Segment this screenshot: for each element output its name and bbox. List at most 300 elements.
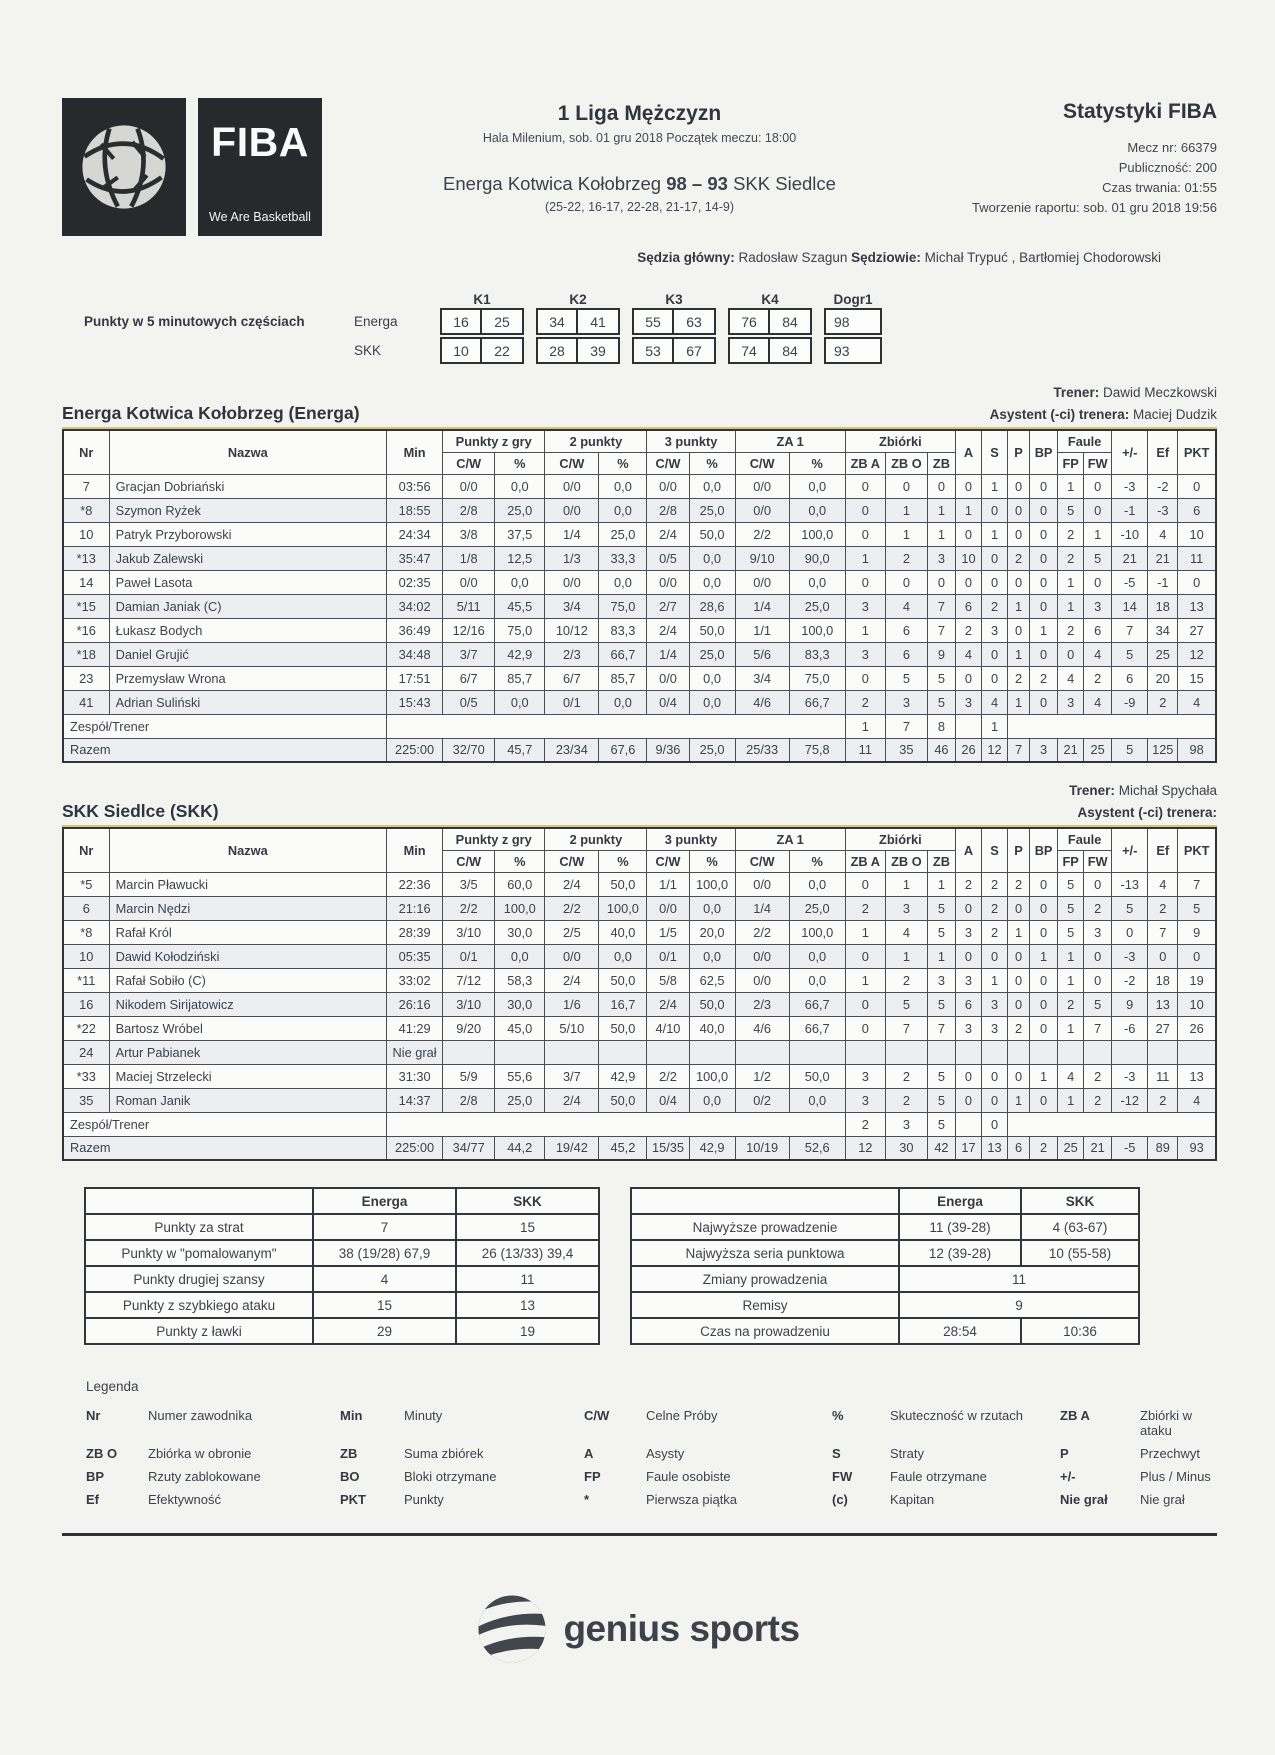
stat-cell: 0,0 (789, 498, 845, 522)
stat-cell: 3 (1030, 738, 1058, 762)
stat-cell: Łukasz Bodych (109, 618, 386, 642)
team-title: SKK Siedlce (SKK) (62, 801, 219, 821)
stat-cell: 0 (1112, 920, 1148, 944)
stat-cell: 0/0 (735, 968, 789, 992)
stat-cell: 3 (1084, 920, 1112, 944)
stat-cell: 50,0 (689, 992, 735, 1016)
stat-cell: 5/9 (443, 1064, 495, 1088)
col-ft: ZA 1 (735, 828, 845, 850)
stat-cell: 0/4 (647, 1088, 689, 1112)
player-row (63, 666, 1216, 690)
stat-cell: 28:39 (387, 920, 443, 944)
report-created: Tworzenie raportu: sob. 01 gru 2018 19:56 (972, 200, 1217, 215)
stat-cell: 0/0 (735, 944, 789, 968)
stat-cell: 25,0 (689, 738, 735, 762)
summary-span-value: 11 (899, 1266, 1139, 1292)
stat-cell: 4 (1084, 642, 1112, 666)
summary-value-energa: 4 (313, 1266, 456, 1292)
stat-cell: 90,0 (789, 546, 845, 570)
stat-cell: 27 (1178, 618, 1216, 642)
stat-cell: 42,9 (689, 1136, 735, 1160)
stat-cell: 0/0 (647, 570, 689, 594)
stat-cell: 0 (1030, 896, 1058, 920)
stat-cell: 0/2 (735, 1088, 789, 1112)
stat-cell: 225:00 (387, 1136, 443, 1160)
stat-cell: 2/4 (545, 872, 599, 896)
col-blk: BP (1030, 828, 1058, 872)
legend-term: Min (340, 1408, 363, 1423)
legend-definition: Faule otrzymane (890, 1469, 987, 1484)
stat-cell: 14:37 (387, 1088, 443, 1112)
legend-term: ZB (340, 1446, 358, 1461)
stat-cell: 11 (1148, 1064, 1178, 1088)
stat-cell: 0,0 (599, 944, 647, 968)
referee-name: Radosław Szagun (738, 250, 848, 265)
stat-cell: 0 (1008, 570, 1030, 594)
away-team-name: SKK Siedlce (733, 173, 836, 194)
stat-cell: 2 (1058, 992, 1084, 1016)
stat-cell: 100,0 (789, 522, 845, 546)
stat-cell: 1 (1058, 474, 1084, 498)
stat-cell: 0 (1084, 872, 1112, 896)
fiba-wordmark (198, 98, 322, 236)
stat-cell: Daniel Grujić (109, 642, 386, 666)
stat-cell: 4 (885, 920, 927, 944)
summary-header-row (85, 1188, 599, 1214)
stat-cell: 0 (1008, 896, 1030, 920)
stat-cell: 4/10 (647, 1016, 689, 1040)
summary-label: Zmiany prowadzenia (631, 1266, 899, 1292)
stat-cell: 0/0 (647, 474, 689, 498)
stat-cell: 1 (955, 498, 981, 522)
stat-cell: 12 (1178, 642, 1216, 666)
stat-cell: 0 (955, 944, 981, 968)
points-summary-table (84, 1187, 600, 1345)
stat-cell: 2 (885, 546, 927, 570)
stat-cell: 5 (927, 1112, 955, 1136)
stat-cell: 4 (1084, 690, 1112, 714)
stat-cell: Nie grał (387, 1040, 443, 1064)
stat-cell: 10 (63, 522, 109, 546)
stat-cell: 10 (955, 546, 981, 570)
period-column-label: K1 (473, 292, 491, 307)
legend-term: FP (584, 1469, 601, 1484)
stat-cell: 5 (927, 1064, 955, 1088)
stat-cell: 25 (1084, 738, 1112, 762)
stat-cell: *11 (63, 968, 109, 992)
stat-cell: 4 (1148, 872, 1178, 896)
stat-cell: 0 (982, 666, 1008, 690)
legend-term: BO (340, 1469, 360, 1484)
legend-definition: Punkty (404, 1492, 444, 1507)
stat-cell: -12 (1112, 1088, 1148, 1112)
stat-cell: 0,0 (689, 570, 735, 594)
stat-cell: 0 (982, 498, 1008, 522)
stat-cell: 0 (845, 666, 885, 690)
stat-cell: 5/6 (735, 642, 789, 666)
stat-cell: Paweł Lasota (109, 570, 386, 594)
coach-label: Trener: (1069, 783, 1115, 798)
stat-cell: 0,0 (495, 944, 545, 968)
stat-cell: 28,6 (689, 594, 735, 618)
stat-cell: 20,0 (689, 920, 735, 944)
summary-value-skk: 11 (456, 1266, 599, 1292)
stat-cell (735, 1040, 789, 1064)
stat-cell: 1 (1030, 944, 1058, 968)
stat-cell: Przemysław Wrona (109, 666, 386, 690)
stat-cell: 5 (1112, 642, 1148, 666)
stat-cell: 83,3 (599, 618, 647, 642)
stat-cell: 0/5 (647, 546, 689, 570)
stat-cell: 0 (1030, 594, 1058, 618)
stat-cell: Adrian Suliński (109, 690, 386, 714)
stat-cell (955, 714, 981, 738)
stat-cell: 0 (982, 1064, 1008, 1088)
player-row (63, 1016, 1216, 1040)
stat-cell: 100,0 (495, 896, 545, 920)
legend-definition: Zbiórka w obronie (148, 1446, 252, 1461)
stat-cell: 36:49 (387, 618, 443, 642)
stat-cell: 6 (955, 992, 981, 1016)
stat-cell: -3 (1112, 1064, 1148, 1088)
stat-cell: 0 (885, 474, 927, 498)
period-score-cell: 53 (632, 337, 674, 364)
player-row (63, 474, 1216, 498)
stat-cell: 4 (1148, 522, 1178, 546)
stat-cell: 3 (982, 618, 1008, 642)
stat-cell: 21 (1148, 546, 1178, 570)
stat-cell: 27 (1148, 1016, 1178, 1040)
stat-cell: 2 (1008, 1016, 1030, 1040)
summary-row (85, 1214, 599, 1240)
stat-cell: 2 (1030, 666, 1058, 690)
stat-cell: 1 (1030, 618, 1058, 642)
stat-cell: 33,3 (599, 546, 647, 570)
period-score-group (440, 308, 524, 335)
stat-cell: 17 (955, 1136, 981, 1160)
genius-sports-footer (0, 1592, 1275, 1666)
stat-cell: 0,0 (599, 570, 647, 594)
stat-cell: 4/6 (735, 690, 789, 714)
stat-cell: 6 (1178, 498, 1216, 522)
stat-cell: 0,0 (599, 474, 647, 498)
stat-cell: 85,7 (599, 666, 647, 690)
stat-cell: 2 (1030, 1136, 1058, 1160)
stat-cell: 1 (982, 968, 1008, 992)
col-pts: PKT (1178, 430, 1216, 474)
stat-cell: 50,0 (789, 1064, 845, 1088)
stat-cell: 1 (982, 522, 1008, 546)
player-row (63, 896, 1216, 920)
stat-cell: 1 (1008, 642, 1030, 666)
team-coach-row (63, 714, 1216, 738)
stat-cell: 13 (982, 1136, 1008, 1160)
stat-cell: 0 (927, 570, 955, 594)
stat-cell: 25 (1058, 1136, 1084, 1160)
stat-cell: 0 (845, 474, 885, 498)
stat-cell: 75,0 (495, 618, 545, 642)
box-score-table-skk: Nr Nazwa Min Punkty z gry 2 punkty 3 punkty ZA 1 Zbiórki A S P BP Faule +/- Ef PKT C/W % C/W % C/W % C/W % ZB A ZB O ZB FP FW *5 Marcin Pławucki 22:36 3/5 60,0 2/4 50,0 1/1 100,0 0/0 0,0 0 1 1 2 2 2 0 5 0 -13 4 7 6 Marcin Nędzi 21:16 2/2 100,0 2/2 100,0 0/0 0,0 1/4 25,0 2 3 5 0 2 0 0 5 2 5 2 5 *8 Rafał Król 28:39 3/10 30,0 2/5 40,0 1/5 20,0 2/2 100,0 1 4 5 3 2 1 0 5 3 0 7 9 10 Dawid Kołodziński 05:35 0/1 0,0 0/0 0,0 0/1 0,0 0/0 0,0 0 1 1 0 0 0 1 1 0 -3 0 0 *11 Rafał Sobiło (C) 33:02 7/12 58,3 2/4 50,0 5/8 62,5 0/0 0,0 1 2 3 3 1 0 0 1 0 -2 18 19 16 Nikodem Sirijatowicz 26:16 3/10 30,0 1/6 16,7 2/4 50,0 2/3 66,7 0 5 5 6 3 0 0 2 5 9 13 10 *22 Bartosz Wróbel 41:29 9/20 45,0 5/10 50,0 4/10 40,0 4/6 66,7 0 7 7 3 3 2 0 1 7 -6 27 26 24 Artur Pabianek Nie grał *33 Maciej Strzelecki 31:30 5/9 55,6 3/7 42,9 2/2 100,0 1/2 50,0 3 2 5 0 0 0 1 4 2 -3 11 13 35 Roman Janik 14:37 2/8 25,0 2/4 50,0 0/4 0,0 0/2 0,0 3 2 5 0 0 1 0 1 2 -12 2 4 Zespół/Trener 2 3 5 0 Razem 225:00 34/77 44,2 19/42 45,2 15/35 42,9 10/19 52,6 12 30 42 17 13 6 2 25 21 -5 89 93 (62, 827, 1217, 1161)
legend-grid (86, 1408, 1217, 1507)
fiba-tagline: We Are Basketball (209, 210, 311, 224)
stat-cell: Jakub Zalewski (109, 546, 386, 570)
officials-names: Michał Trypuć , Bartłomiej Chodorowski (924, 250, 1161, 265)
stat-cell: 2 (1084, 1088, 1112, 1112)
stat-cell: 2 (1008, 872, 1030, 896)
stat-cell: Bartosz Wróbel (109, 1016, 386, 1040)
summary-row (631, 1214, 1139, 1240)
stat-cell: 0 (1030, 992, 1058, 1016)
legend-definition: Celne Próby (646, 1408, 718, 1423)
stat-cell: 2 (845, 690, 885, 714)
col-name: Nazwa (109, 430, 386, 474)
stat-cell: 1 (1030, 1064, 1058, 1088)
fiba-logo (62, 98, 362, 236)
summary-value-energa: 7 (313, 1214, 456, 1240)
period-score-cell: 16 (440, 308, 482, 335)
period-column-label: K2 (569, 292, 587, 307)
period-score-group (440, 337, 524, 364)
col-3p: 3 punkty (647, 430, 735, 452)
stat-cell: 0 (1030, 1088, 1058, 1112)
stat-cell: 26:16 (387, 992, 443, 1016)
stat-cell: 0,0 (789, 968, 845, 992)
stat-cell: 0/0 (647, 666, 689, 690)
stat-cell: 4 (982, 690, 1008, 714)
stat-cell: 7 (885, 714, 927, 738)
stat-cell: 1 (885, 944, 927, 968)
stat-cell: 93 (1178, 1136, 1216, 1160)
stat-cell: 1 (1058, 1016, 1084, 1040)
stat-cell: 7 (927, 618, 955, 642)
stat-cell: 55,6 (495, 1064, 545, 1088)
stat-cell: 10/19 (735, 1136, 789, 1160)
corner-cell (85, 1188, 313, 1214)
stat-cell: 3/7 (443, 642, 495, 666)
stat-cell: 0 (1030, 642, 1058, 666)
period-header-row (62, 287, 1217, 307)
stat-cell: 1 (1058, 944, 1084, 968)
legend-term: BP (86, 1469, 105, 1484)
stat-cell: 0 (1058, 642, 1084, 666)
stat-cell: 7 (1148, 920, 1178, 944)
stat-cell: 2 (1148, 896, 1178, 920)
stat-cell: 35 (63, 1088, 109, 1112)
stat-cell: 2/4 (545, 968, 599, 992)
stat-cell: 2 (1058, 522, 1084, 546)
stat-cell: 2 (885, 1064, 927, 1088)
stat-cell: 25,0 (689, 642, 735, 666)
period-score-cell: 76 (728, 308, 770, 335)
stat-cell: -5 (1112, 1136, 1148, 1160)
stat-cell (789, 1040, 845, 1064)
summary-value-skk: 10 (55-58) (1021, 1240, 1139, 1266)
stat-cell: 9 (927, 642, 955, 666)
stat-cell: 3 (1084, 594, 1112, 618)
legend-term: ZB O (86, 1446, 118, 1461)
stat-cell: 1/4 (545, 522, 599, 546)
summary-label: Punkty drugiej szansy (85, 1266, 313, 1292)
stat-cell (885, 1040, 927, 1064)
stat-cell: 0,0 (689, 690, 735, 714)
stat-cell: Razem (63, 1136, 387, 1160)
stat-cell: 100,0 (689, 872, 735, 896)
stat-cell: 18 (1148, 594, 1178, 618)
col-eff: Ef (1148, 430, 1178, 474)
stat-cell: 2 (955, 872, 981, 896)
col-pts: PKT (1178, 828, 1216, 872)
stat-cell: 0/0 (443, 570, 495, 594)
stat-cell: 0,0 (789, 570, 845, 594)
period-score-row (62, 336, 1217, 365)
stat-cell: 83,3 (789, 642, 845, 666)
stat-cell: 50,0 (689, 618, 735, 642)
summary-value-energa: 29 (313, 1318, 456, 1344)
stat-cell: 23/34 (545, 738, 599, 762)
stat-cell: 21 (1112, 546, 1148, 570)
stat-cell: 5 (927, 992, 955, 1016)
stat-cell: 1/2 (735, 1064, 789, 1088)
legend-definition: Minuty (404, 1408, 443, 1423)
stat-cell: 25,0 (495, 498, 545, 522)
period-column-label: K3 (665, 292, 683, 307)
stat-cell: 2 (982, 872, 1008, 896)
col-reb: Zbiórki (845, 828, 955, 850)
stat-cell: 21:16 (387, 896, 443, 920)
totals-row (63, 1136, 1216, 1160)
stat-cell: 7 (927, 1016, 955, 1040)
stat-cell: 1 (845, 546, 885, 570)
assistant-line (990, 405, 1217, 424)
stat-cell: -2 (1148, 474, 1178, 498)
summary-team-header: SKK (456, 1188, 599, 1214)
stat-cell: 1 (1008, 1088, 1030, 1112)
legend-definition: Faule osobiste (646, 1469, 731, 1484)
legend-term: Nr (86, 1408, 101, 1423)
stat-cell: 50,0 (599, 872, 647, 896)
stat-cell (1058, 1040, 1084, 1064)
stat-cell (387, 1112, 846, 1136)
col-ft: ZA 1 (735, 430, 845, 452)
stat-cell: 0 (1084, 474, 1112, 498)
leads-summary-table (630, 1187, 1140, 1345)
stat-cell: 25,0 (495, 1088, 545, 1112)
legend-term: S (832, 1446, 841, 1461)
legend-definition: Zbiórki w ataku (1140, 1408, 1193, 1438)
legend-definition: Asysty (646, 1446, 685, 1461)
stat-cell: 14 (1112, 594, 1148, 618)
stat-cell: 42,9 (495, 642, 545, 666)
legend-definition: Straty (890, 1446, 924, 1461)
stat-cell: 1 (1058, 594, 1084, 618)
period-scores (62, 287, 1217, 365)
stat-cell: 0 (1008, 1064, 1030, 1088)
stat-cell: 6/7 (443, 666, 495, 690)
stat-cell: 42 (927, 1136, 955, 1160)
stat-cell: *13 (63, 546, 109, 570)
referee-label: Sędzia główny: (637, 250, 735, 265)
player-row (63, 1088, 1216, 1112)
legend-term: C/W (584, 1408, 610, 1423)
period-score-row (62, 307, 1217, 336)
summary-value-skk: 4 (63-67) (1021, 1214, 1139, 1240)
stat-cell: 67,6 (599, 738, 647, 762)
stat-cell: 5/8 (647, 968, 689, 992)
assistant-line (1077, 803, 1217, 822)
stat-cell: 2/4 (647, 618, 689, 642)
player-row (63, 920, 1216, 944)
player-row (63, 498, 1216, 522)
stat-cell: 12,5 (495, 546, 545, 570)
stat-cell: 1/5 (647, 920, 689, 944)
stat-cell: 5 (1112, 896, 1148, 920)
stat-cell: 5 (1178, 896, 1216, 920)
stat-cell: 13 (1178, 1064, 1216, 1088)
period-column-label: K4 (761, 292, 779, 307)
stat-cell: 0 (1008, 522, 1030, 546)
stat-cell: 2 (1084, 896, 1112, 920)
team-coach-row (63, 1112, 1216, 1136)
stat-cell: Maciej Strzelecki (109, 1064, 386, 1088)
stat-cell: 2/2 (443, 896, 495, 920)
stat-cell: 1/6 (545, 992, 599, 1016)
col-plusminus: +/- (1112, 430, 1148, 474)
totals-row (63, 738, 1216, 762)
stat-cell: 0 (1178, 570, 1216, 594)
summary-label: Punkty w "pomalowanym" (85, 1240, 313, 1266)
stat-cell: 45,0 (495, 1016, 545, 1040)
stat-cell: 5 (1058, 872, 1084, 896)
stat-cell: 22:36 (387, 872, 443, 896)
stat-cell: 0 (1008, 474, 1030, 498)
stat-cell: 4 (1058, 1064, 1084, 1088)
col-ast: A (955, 430, 981, 474)
stat-cell (982, 1040, 1008, 1064)
summary-value-energa: 11 (39-28) (899, 1214, 1021, 1240)
stat-cell: 0,0 (689, 666, 735, 690)
stat-cell: 46 (927, 738, 955, 762)
period-score-cell: 28 (536, 337, 578, 364)
stat-cell: 3/10 (443, 992, 495, 1016)
stat-cell: 2/4 (647, 522, 689, 546)
stat-cell: Marcin Pławucki (109, 872, 386, 896)
stat-cell: 0 (982, 944, 1008, 968)
col-min: Min (387, 430, 443, 474)
stat-cell: Gracjan Dobriański (109, 474, 386, 498)
stat-cell: 0 (955, 570, 981, 594)
stat-cell: 5/10 (545, 1016, 599, 1040)
stat-cell: -9 (1112, 690, 1148, 714)
stat-cell: 5/11 (443, 594, 495, 618)
stat-cell: 12 (982, 738, 1008, 762)
period-score-cell: 55 (632, 308, 674, 335)
stat-cell: 0 (982, 570, 1008, 594)
player-row (63, 944, 1216, 968)
stat-cell: 03:56 (387, 474, 443, 498)
stat-cell: 1/1 (647, 872, 689, 896)
stat-cell: *5 (63, 872, 109, 896)
legend-definition: Rzuty zablokowane (148, 1469, 261, 1484)
stat-cell: 02:35 (387, 570, 443, 594)
stat-cell: 66,7 (789, 992, 845, 1016)
legend-definition: Skuteczność w rzutach (890, 1408, 1023, 1423)
stat-cell: *18 (63, 642, 109, 666)
period-score-cell: 10 (440, 337, 482, 364)
stat-cell: 40,0 (599, 920, 647, 944)
stat-cell: 8 (927, 714, 955, 738)
stat-cell: 60,0 (495, 872, 545, 896)
stat-cell: 2/5 (545, 920, 599, 944)
